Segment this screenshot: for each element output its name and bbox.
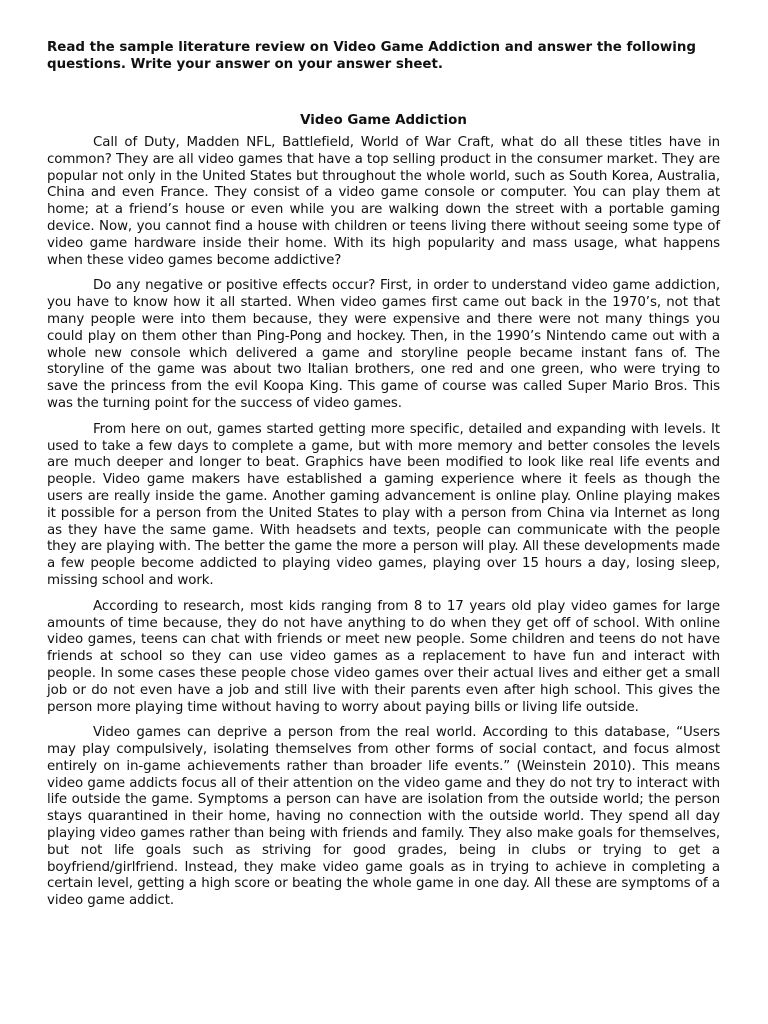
essay-title: Video Game Addiction bbox=[300, 113, 467, 128]
paragraph-2: Do any negative or positive effects occur? First, in order to understand video game addiction, you have to know how it all started. When video games first came out back in the 1970’s, not that many people were into them because, they were expensive and there were not many things you could play on them other than Ping-Pong and hockey. Then, in the 1990’s Nintendo came out with a whole new console which delivered a game and storyline people became instant fans of. The storyline of the game was about two Italian brothers, one red and one green, who were trying to save the princess from the evil Koopa King. This game of course was called Super Mario Bros. This was the turning point for the success of video games. bbox=[47, 278, 720, 411]
paragraph-5: Video games can deprive a person from the real world. According to this database, “Users may play compulsively, isolating themselves from other forms of social contact, and focus almost entirely on in-game achievements rather than broader life events.” (Weinstein 2010). This means video game addicts focus all of their attention on the video game and they do not try to interact with life outside the game. Symptoms a person can have are isolation from the outside world; the person stays quarantined in their home, having no connection with the outside world. They spend all day playing video games rather than being with friends and family. They also make goals for themselves, but not life goals such as striving for good grades, being in clubs or trying to get a boyfriend/girlfriend. Instead, they make video game goals as in trying to achieve in completing a certain level, getting a high score or beating the whole game in one day. All these are symptoms of a video game addict. bbox=[47, 725, 720, 909]
document-page bbox=[47, 40, 720, 919]
paragraph-3: From here on out, games started getting more specific, detailed and expanding with levels. It used to take a few days to complete a game, but with more memory and better consoles the levels are much deeper and longer to beat. Graphics have been modified to look like real life events and people. Video game makers have established a gaming experience where it feels as though the users are really inside the game. Another gaming advancement is online play. Online playing makes it possible for a person from the United States to play with a person from China via Internet as long as they have the same game. With headsets and texts, people can communicate with the people they are playing with. The better the game the more a person will play. All these developments made a few people become addicted to playing video games, playing over 15 hours a day, losing sleep, missing school and work. bbox=[47, 421, 720, 588]
instructions-text: Read the sample literature review on Video Game Addiction and answer the following questions. Write your answer on your answer sheet. bbox=[47, 40, 696, 72]
paragraph-4: According to research, most kids ranging from 8 to 17 years old play video games for large amounts of time because, they do not have anything to do when they get off of school. With online video games, teens can chat with friends or meet new people. Some children and teens do not have friends at school so they can use video games as a replacement to have fun and interact with people. In some cases these people chose video games over their actual lives and either get a small job or do not even have a job and still live with their parents even after high school. This gives the person more playing time without having to worry about paying bills or living life outside. bbox=[47, 598, 720, 715]
paragraph-1: Call of Duty, Madden NFL, Battlefield, World of War Craft, what do all these titles have in common? They are all video games that have a top selling product in the consumer market. They are popular not only in the United States but throughout the whole world, such as South Korea, Australia, China and even France. They consist of a video game console or computer. You can play them at home; at a friend’s house or even while you are walking down the street with a portable gaming device. Now, you cannot find a house with children or teens living there without seeing some type of video game hardware inside their home. With its high popularity and mass usage, what happens when these video games become addictive? bbox=[47, 135, 720, 268]
